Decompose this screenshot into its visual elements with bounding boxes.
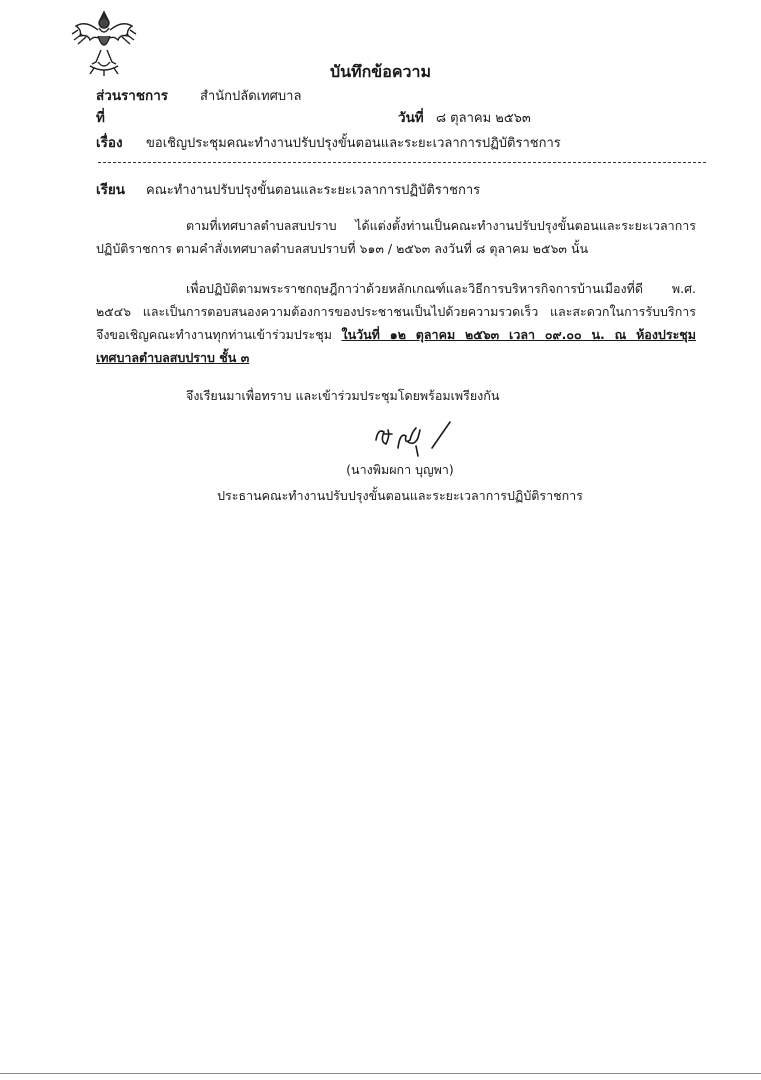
reference-label: ที่ [96,110,105,126]
paragraph-2-line-1: เพื่อปฏิบัติตามพระราชกฤษฎีกาว่าด้วยหลักเกณฑ์และวิธีการบริหารกิจการบ้านเมืองที่ดี พ.ศ. [186,281,696,296]
recipient-label: เรียน [96,182,126,198]
document-title: บันทึกข้อความ [329,62,432,81]
date-value: ๘ ตุลาคม ๒๕๖๓ [436,111,531,126]
closing-line: จึงเรียนมาเพื่อทราบ และเข้าร่วมประชุมโดยพร้อมเพรียงกัน [186,388,500,403]
paragraph-3 [96,384,696,407]
paragraph-1 [96,214,696,260]
department-label: ส่วนราชการ [96,88,169,104]
paragraph-2-line-3 [96,323,696,346]
paragraph-2 [96,277,696,369]
meeting-datetime: ในวันที่ ๑๒ ตุลาคม ๒๕๖๓ เวลา ๐๙.๐๐ น. ณ ห้องประชุม [341,327,697,342]
subject-value: ขอเชิญประชุมคณะทำงานปรับปรุงขั้นตอนและระยะเวลาการปฏิบัติราชการ [146,136,561,151]
recipient-value: คณะทำงานปรับปรุงขั้นตอนและระยะเวลาการปฏิบัติราชการ [146,183,481,198]
meeting-location: เทศบาลตำบลสบปราบ ชั้น ๓ [96,350,250,365]
paragraph-1-line-2: ปฏิบัติราชการ ตามคำสั่งเทศบาลตำบลสบปราบที่ ๖๑๓ / ๒๕๖๓ ลงวันที่ ๘ ตุลาคม ๒๕๖๓ นั้น [96,241,589,256]
header-divider [98,162,706,163]
date-label: วันที่ [398,110,424,126]
paragraph-1-line-1: ตามที่เทศบาลตำบลสบปราบ ได้แต่งตั้งท่านเป็นคณะทำงานปรับปรุงขั้นตอนและระยะเวลาการ [186,218,696,233]
handwritten-signature [370,418,460,458]
department-value: สำนักปลัดเทศบาล [200,89,302,104]
subject-label: เรื่อง [96,135,123,151]
signatory-position: ประธานคณะทำงานปรับปรุงขั้นตอนและระยะเวลาการปฏิบัติราชการ [217,488,583,503]
invite-text: จึงขอเชิญคณะทำงานทุกท่านเข้าร่วมประชุม [96,327,342,342]
paragraph-2-line-2: ๒๕๔๖ และเป็นการตอบสนองความต้องการของประชาชนเป็นไปด้วยความรวดเร็ว และสะดวกในการรับบริการ [96,304,696,319]
page-edge-line [0,1073,761,1074]
signatory-name: (นางพิมผกา บุญพา) [346,462,454,477]
